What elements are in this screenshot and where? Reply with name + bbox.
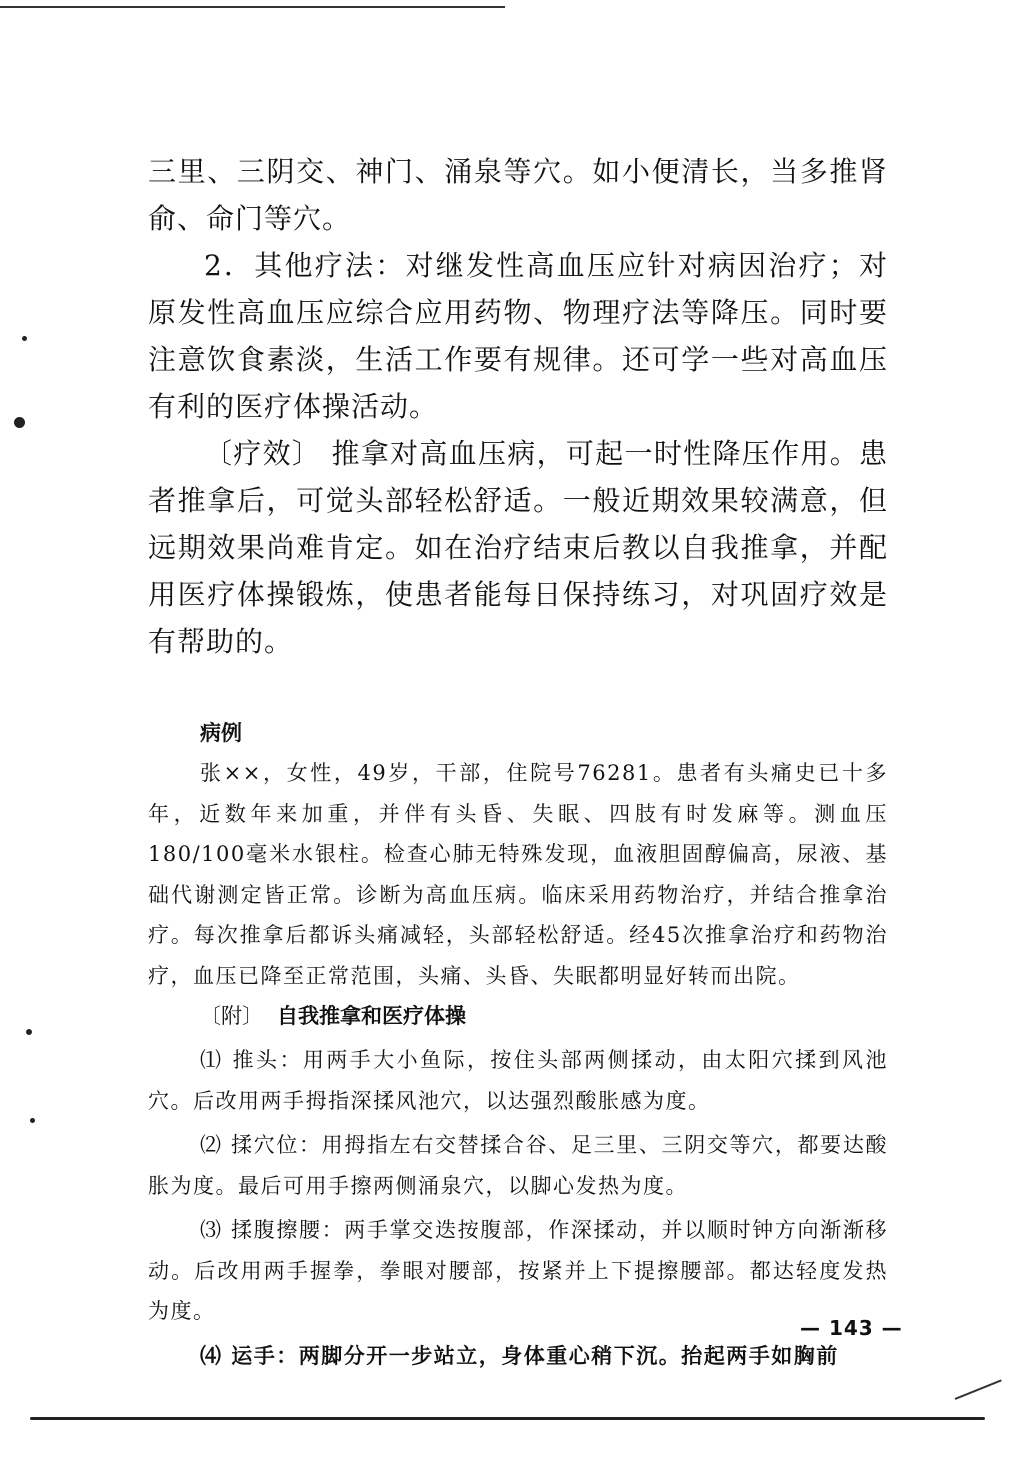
appendix-item: ⑴ 推头：用两手大小鱼际，按住头部两侧揉动，由太阳穴揉到风池穴。后改用两手拇指深揉风池穴，以达强烈酸胀感为度。 — [148, 1048, 888, 1113]
margin-dot — [14, 417, 25, 428]
page-body — [148, 148, 888, 1376]
appendix-title: 自我推拿和医疗体操 — [277, 1004, 466, 1028]
margin-dot — [30, 1118, 35, 1123]
appendix-bracket: 〔附〕 — [200, 1004, 263, 1028]
paragraph-efficacy: 〔疗效〕 推拿对高血压病，可起一时性降压作用。患者推拿后，可觉头部轻松舒适。一般近期效果较满意，但远期效果尚难肯定。如在治疗结束后教以自我推拿，并配用医疗体操锻炼，使患者能每日保持练习，对巩固疗效是有帮助的。 — [148, 437, 888, 658]
appendix-item: ⑶ 揉腹擦腰：两手掌交迭按腹部，作深揉动，并以顺时钟方向渐渐移动。后改用两手握拳，拳眼对腰部，按紧并上下提擦腰部。都达轻度发热为度。 — [148, 1218, 888, 1323]
margin-dot — [22, 336, 27, 341]
appendix-item: ⑵ 揉穴位：用拇指左右交替揉合谷、足三里、三阴交等穴，都要达酸胀为度。最后可用手擦两侧涌泉穴，以脚心发热为度。 — [148, 1133, 888, 1198]
case-heading: 病例 — [200, 721, 242, 745]
case-text: 张××，女性，49岁，干部，住院号76281。患者有头痛史已十多年，近数年来加重，并伴有头昏、失眠、四肢有时发麻等。测血压180/100毫米水银柱。检查心肺无特殊发现，血液胆固醇偏高，尿液、基础代谢测定皆正常。诊断为高血压病。临床采用药物治疗，并结合推拿治疗。每次推拿后都诉头痛减轻，头部轻松舒适。经45次推拿治疗和药物治疗，血压已降至正常范围，头痛、头昏、失眠都明显好转而出院。 — [148, 761, 888, 988]
appendix-heading — [148, 996, 888, 1036]
appendix-item: ⑷ 运手：两脚分开一步站立，身体重心稍下沉。抬起两手如胸前 — [200, 1342, 839, 1368]
bottom-rule-tail — [955, 1379, 1002, 1400]
margin-dot — [26, 1029, 32, 1035]
top-rule — [0, 6, 505, 8]
paragraph-acupoints: 三里、三阴交、神门、涌泉等穴。如小便清长，当多推肾俞、命门等穴。 — [148, 155, 888, 235]
bottom-rule — [30, 1417, 985, 1420]
paragraph-other-therapy: 2．其他疗法：对继发性高血压应针对病因治疗；对原发性高血压应综合应用药物、物理疗法等降压。同时要注意饮食素淡，生活工作要有规律。还可学一些对高血压有利的医疗体操活动。 — [148, 249, 888, 423]
page-number: — 143 — — [800, 1316, 903, 1340]
